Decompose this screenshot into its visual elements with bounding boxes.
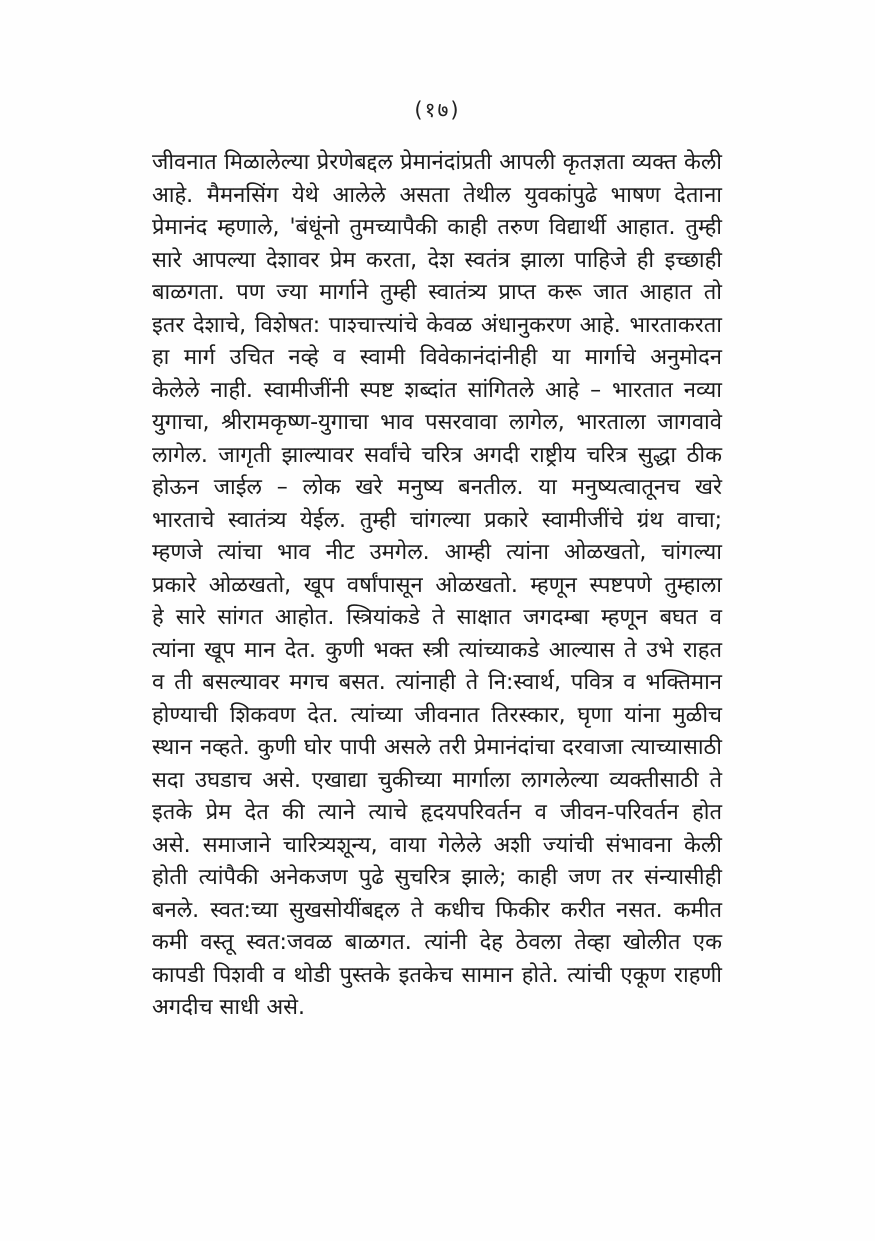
text-line: जीवनात मिळालेल्या प्रेरणेबद्दल प्रेमानंदांप्रती आपली कृतज्ञता व्यक्त केली — [152, 150, 722, 175]
text-line: होण्याची शिकवण देत. त्यांच्या जीवनात तिरस्कार, घृणा यांना मुळीच — [152, 702, 722, 728]
text-line: केलेले नाही. स्वामीजींनी स्पष्ट शब्दांत सांगितले आहे – भारतात नव्या — [152, 377, 722, 403]
text-line: प्रकारे ओळखतो, खूप वर्षांपासून ओळखतो. म्हणून स्पष्टपणे तुम्हाला — [152, 572, 722, 598]
text-line: भारताचे स्वातंत्र्य येईल. तुम्ही चांगल्या प्रकारे स्वामीजींचे ग्रंथ वाचा; — [152, 507, 722, 533]
text-line: प्रेमानंद म्हणाले, 'बंधूंनो तुमच्यापैकी काही तरुण विद्यार्थी आहात. तुम्ही — [152, 215, 722, 240]
text-line: सदा उघडाच असे. एखाद्या चुकीच्या मार्गाला लागलेल्या व्यक्तीसाठी ते — [152, 767, 722, 793]
text-line: होती त्यांपैकी अनेकजण पुढे सुचरित्र झाले; काही जण तर संन्यासीही — [152, 865, 722, 890]
text-line: आहे. मैमनसिंग येथे आलेले असता तेथील युवकांपुढे भाषण देताना — [152, 182, 722, 208]
text-line: लागेल. जागृती झाल्यावर सर्वांचे चरित्र अगदी राष्ट्रीय चरित्र सुद्धा ठीक — [152, 442, 722, 468]
text-line: स्थान नव्हते. कुणी घोर पापी असले तरी प्रेमानंदांचा दरवाजा त्याच्यासाठी — [152, 735, 722, 760]
text-line: कमी वस्तू स्वत:जवळ बाळगत. त्यांनी देह ठेवला तेव्हा खोलीत एक — [152, 930, 722, 955]
text-line: इतके प्रेम देत की त्याने त्याचे हृदयपरिवर्तन व जीवन-परिवर्तन होत — [152, 800, 722, 825]
text-line: बनले. स्वत:च्या सुखसोयींबद्दल ते कधीच फिकीर करीत नसत. कमीत — [152, 897, 722, 923]
page-number: (१७) — [414, 98, 461, 122]
text-line: इतर देशाचे, विशेषत: पाश्चात्त्यांचे केवळ अंधानुकरण आहे. भारताकरता — [152, 312, 722, 338]
text-line: युगाचा, श्रीरामकृष्ण-युगाचा भाव पसरवावा लागेल, भारताला जागवावे — [152, 410, 722, 435]
text-line: असे. समाजाने चारित्र्यशून्य, वाया गेलेले अशी ज्यांची संभावना केली — [152, 832, 722, 858]
text-line: अगदीच साधी असे. — [152, 995, 306, 1020]
text-line: व ती बसल्यावर मगच बसत. त्यांनाही ते नि:स्वार्थ, पवित्र व भक्तिमान — [152, 670, 722, 695]
text-line: त्यांना खूप मान देत. कुणी भक्त स्त्री त्यांच्याकडे आल्यास ते उभे राहत — [152, 637, 722, 663]
text-line: हे सारे सांगत आहोत. स्त्रियांकडे ते साक्षात जगदम्बा म्हणून बघत व — [152, 605, 722, 630]
text-line: हा मार्ग उचित नव्हे व स्वामी विवेकानंदांनीही या मार्गाचे अनुमोदन — [152, 345, 722, 370]
body-text-block — [152, 147, 722, 1025]
text-line: कापडी पिशवी व थोडी पुस्तके इतकेच सामान होते. त्यांची एकूण राहणी — [152, 962, 722, 988]
text-line: सारे आपल्या देशावर प्रेम करता, देश स्वतंत्र झाला पाहिजे ही इच्छाही — [152, 247, 722, 273]
text-line: बाळगता. पण ज्या मार्गाने तुम्ही स्वातंत्र्य प्राप्त करू जात आहात तो — [152, 280, 722, 305]
text-line: म्हणजे त्यांचा भाव नीट उमगेल. आम्ही त्यांना ओळखतो, चांगल्या — [152, 540, 722, 565]
text-line: होऊन जाईल – लोक खरे मनुष्य बनतील. या मनुष्यत्वातूनच खरे — [152, 475, 722, 500]
